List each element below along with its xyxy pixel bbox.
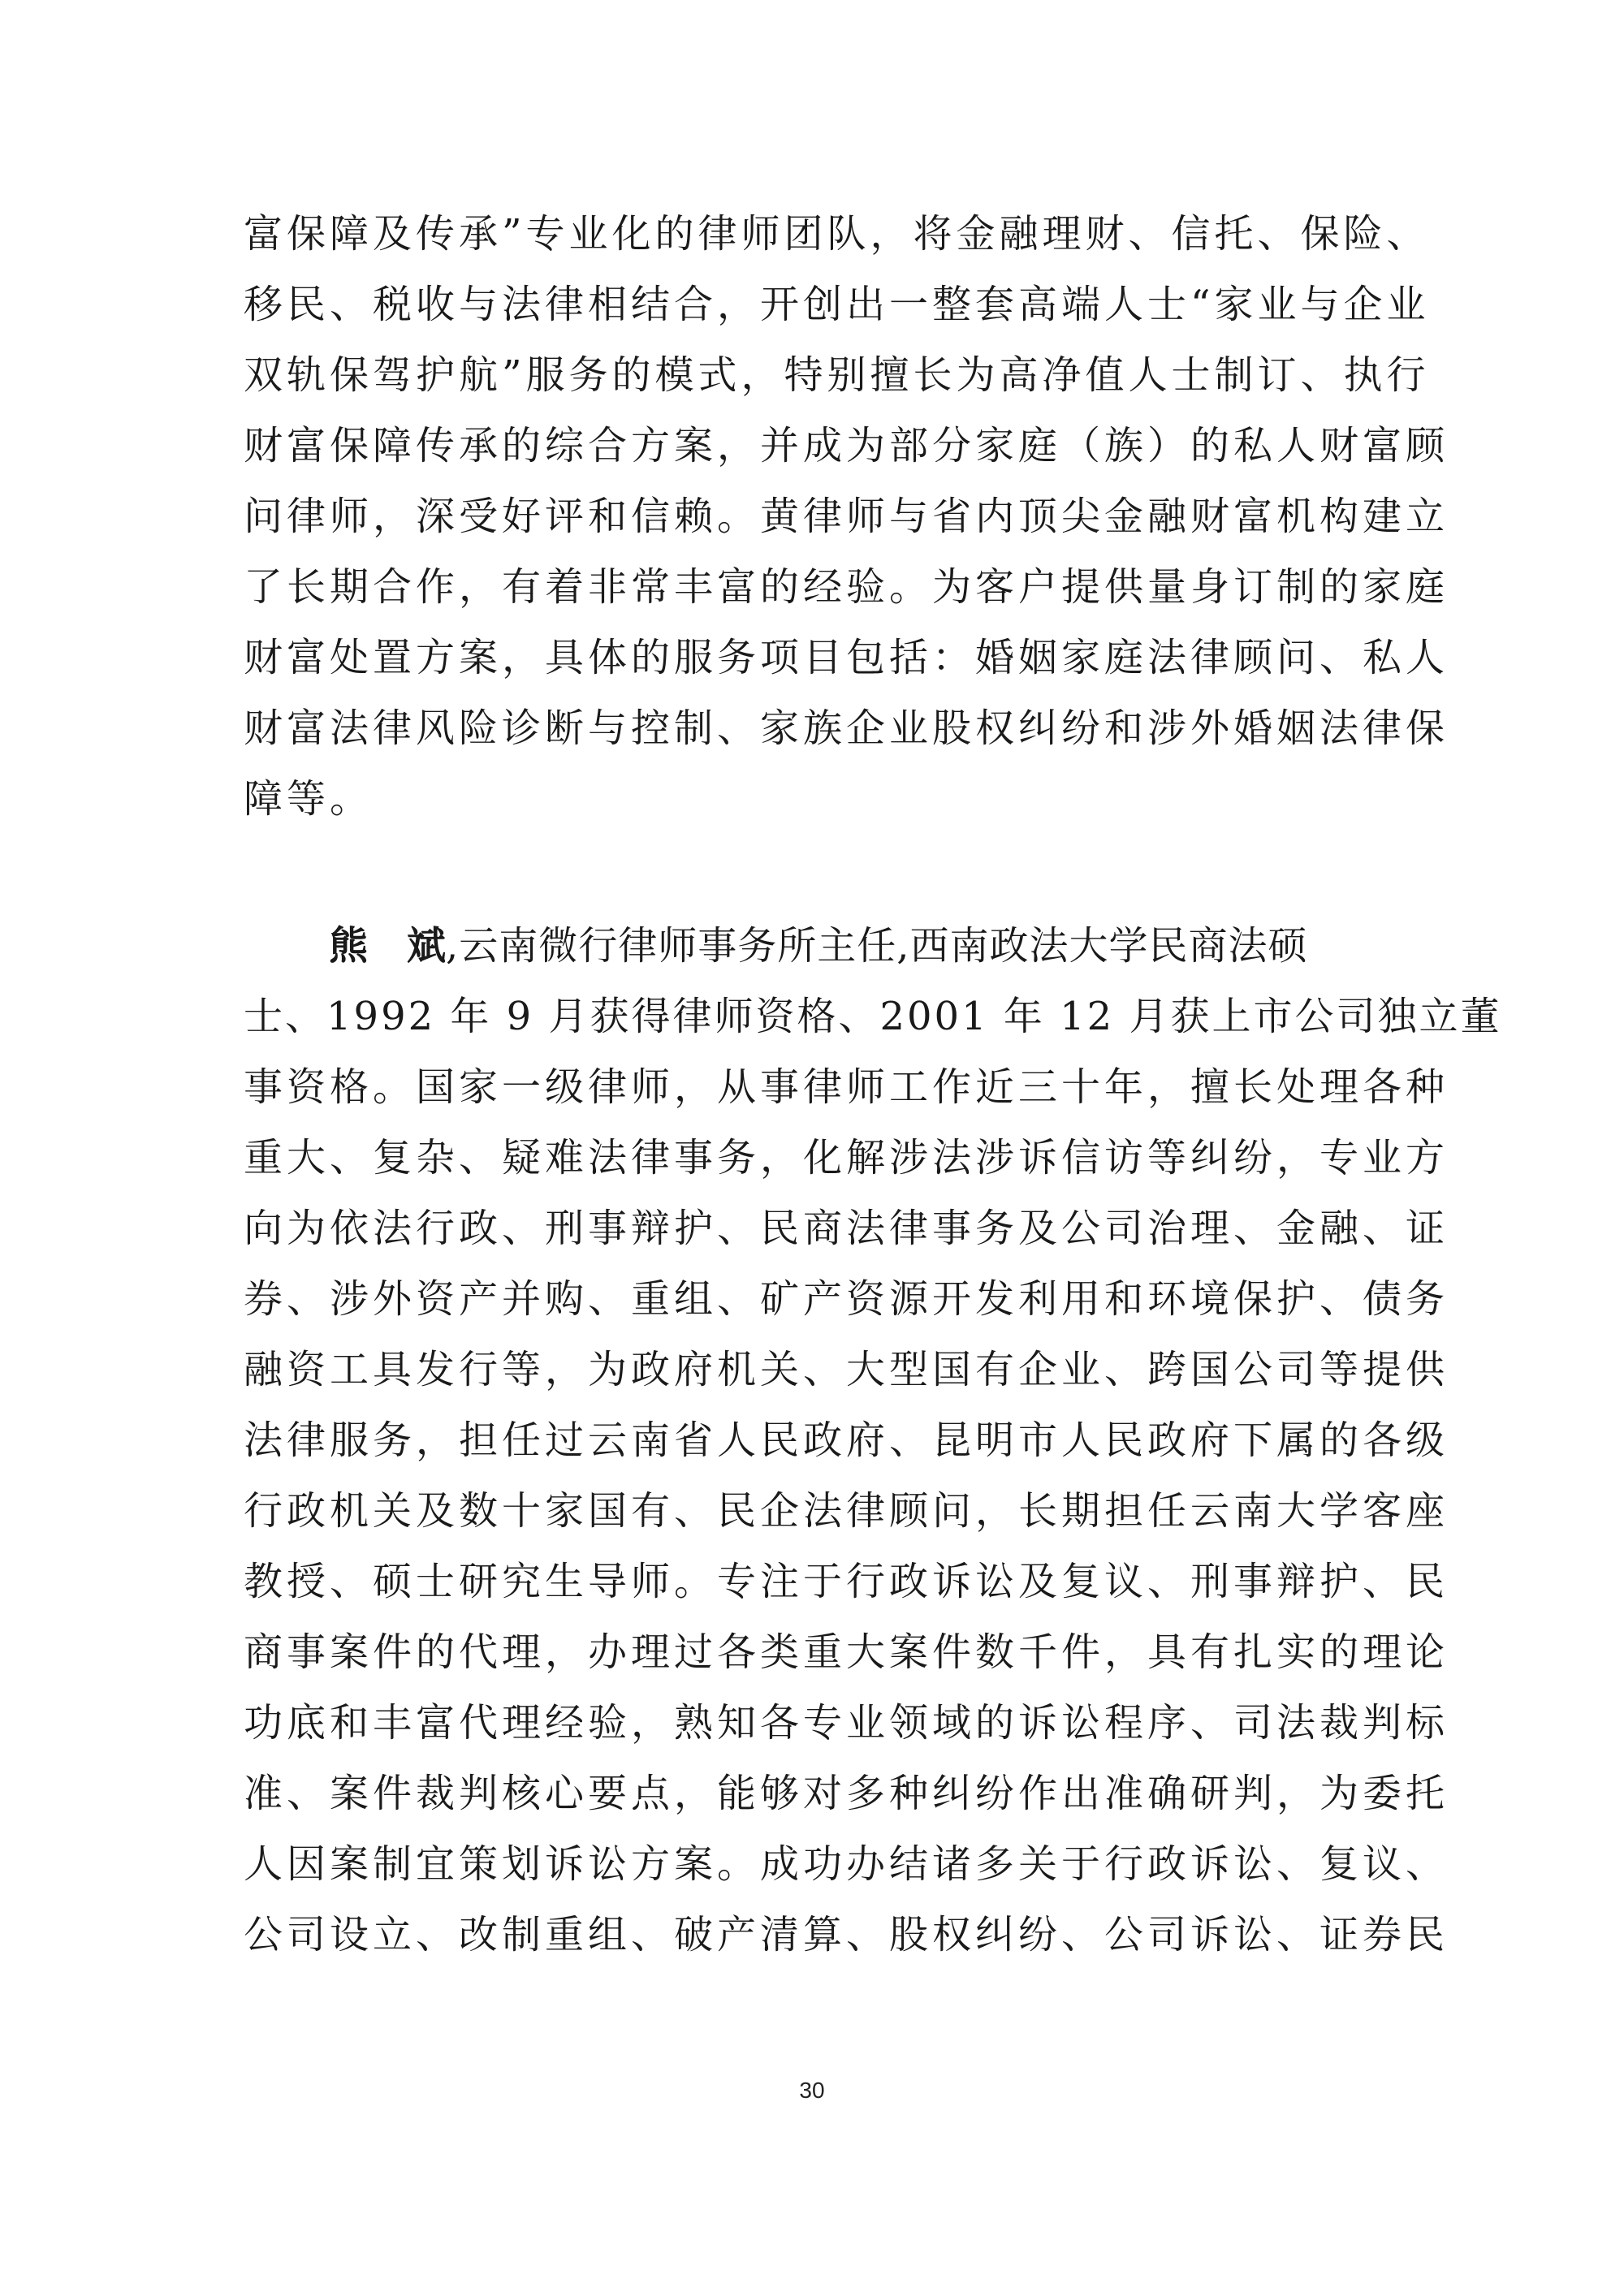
text-line: 富保障及传承”专业化的律师团队，将金融理财、信托、保险、	[244, 211, 1430, 257]
text-line: 士、1992 年 9 月获得律师资格、2001 年 12 月获上市公司独立董	[244, 994, 1502, 1039]
text-line: 教授、硕士研究生导师。专注于行政诉讼及复议、刑事辩护、民	[244, 1559, 1449, 1604]
text-line: 问律师，深受好评和信赖。黄律师与省内顶尖金融财富机构建立	[244, 494, 1449, 539]
lawyer-name: 熊 斌	[329, 923, 447, 969]
text-line: 财富处置方案，具体的服务项目包括：婚姻家庭法律顾问、私人	[244, 635, 1449, 680]
text-line-first	[329, 921, 1380, 970]
text-line: 移民、税收与法律相结合，开创出一整套高端人士“家业与企业	[244, 282, 1430, 327]
text-line: 券、涉外资产并购、重组、矿产资源开发利用和环境保护、债务	[244, 1276, 1449, 1322]
text-line: 重大、复杂、疑难法律事务，化解涉法涉诉信访等纠纷，专业方	[244, 1135, 1449, 1180]
text-line: 法律服务，担任过云南省人民政府、昆明市人民政府下属的各级	[244, 1418, 1449, 1463]
page-number: 30	[799, 2078, 825, 2103]
text-line: 了长期合作，有着非常丰富的经验。为客户提供量身订制的家庭	[244, 564, 1449, 610]
text-line: 准、案件裁判核心要点，能够对多种纠纷作出准确研判，为委托	[244, 1771, 1449, 1816]
text-line: 财富保障传承的综合方案，并成为部分家庭（族）的私人财富顾	[244, 423, 1449, 468]
text-line: 商事案件的代理，办理过各类重大案件数千件，具有扎实的理论	[244, 1629, 1449, 1675]
text-line: 双轨保驾护航”服务的模式，特别擅长为高净值人士制订、执行	[244, 352, 1430, 398]
text-line: 财富法律风险诊断与控制、家族企业股权纠纷和涉外婚姻法律保	[244, 706, 1449, 751]
text-line: 向为依法行政、刑事辩护、民商法律事务及公司治理、金融、证	[244, 1206, 1449, 1251]
text-line: 公司设立、改制重组、破产清算、股权纠纷、公司诉讼、证券民	[244, 1912, 1449, 1957]
text-line: 障等。	[244, 776, 374, 822]
text-line: 融资工具发行等，为政府机关、大型国有企业、跨国公司等提供	[244, 1347, 1449, 1392]
text-line: 行政机关及数十家国有、民企法律顾问，长期担任云南大学客座	[244, 1488, 1449, 1534]
first-line-text: ,云南微行律师事务所主任,西南政法大学民商法硕	[446, 923, 1308, 969]
text-line: 事资格。国家一级律师，从事律师工作近三十年，擅长处理各种	[244, 1064, 1449, 1110]
text-line: 人因案制宜策划诉讼方案。成功办结诸多关于行政诉讼、复议、	[244, 1841, 1449, 1887]
text-line: 功底和丰富代理经验，熟知各专业领域的诉讼程序、司法裁判标	[244, 1700, 1449, 1746]
